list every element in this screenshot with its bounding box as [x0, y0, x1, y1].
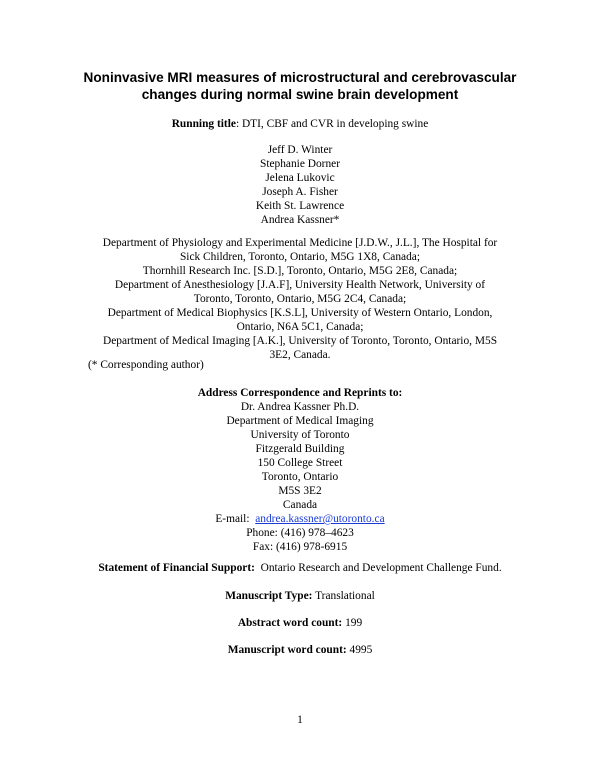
corresponding-note: (* Corresponding author): [88, 359, 204, 371]
affiliation-line: Department of Medical Imaging [A.K.], University of Toronto, Toronto, Ontario, M5S: [102, 335, 498, 347]
affiliation-line: Thornhill Research Inc. [S.D.], Toronto, Ontario, M5G 2E8, Canada;: [142, 265, 458, 277]
financial-support-value: Ontario Research and Development Challenge Fund.: [260, 562, 502, 574]
running-title: [0, 117, 600, 131]
email-link[interactable]: andrea.kassner@utoronto.ca: [255, 513, 385, 525]
affiliation-line: Sick Children, Toronto, Ontario, M5G 1X8, Canada;: [179, 251, 421, 263]
author: Jelena Lukovic: [265, 172, 335, 184]
correspondence-block: [0, 386, 600, 554]
affiliation-line: Ontario, N6A 5C1, Canada;: [236, 321, 364, 333]
manuscript-word-count: [0, 643, 600, 657]
abstract-count-value: 199: [345, 617, 363, 629]
page-number: 1: [297, 714, 303, 726]
financial-support: [0, 561, 600, 575]
fax-line: Fax: (416) 978-6915: [252, 541, 348, 553]
manuscript-count-label: Manuscript word count:: [227, 644, 347, 656]
financial-support-label: Statement of Financial Support:: [98, 562, 255, 574]
correspondence-line: Department of Medical Imaging: [226, 415, 374, 427]
manuscript-type-label: Manuscript Type:: [225, 590, 313, 602]
affiliation-line: 3E2, Canada.: [269, 349, 331, 361]
affiliation-line: Department of Anesthesiology [J.A.F], University Health Network, University of: [114, 279, 486, 291]
affiliations: [0, 236, 600, 362]
correspondence-line: Toronto, Ontario: [261, 471, 339, 483]
author: Keith St. Lawrence: [255, 200, 345, 212]
correspondence-line: Dr. Andrea Kassner Ph.D.: [240, 401, 360, 413]
manuscript-count-value: 4995: [349, 644, 373, 656]
running-title-text: : DTI, CBF and CVR in developing swine: [235, 118, 429, 130]
correspondence-line: University of Toronto: [250, 429, 350, 441]
author: Stephanie Dorner: [259, 158, 341, 170]
author: Jeff D. Winter: [267, 144, 333, 156]
correspondence-line: M5S 3E2: [278, 485, 322, 497]
correspondence-heading: Address Correspondence and Reprints to:: [197, 387, 403, 399]
paper-title: [60, 70, 540, 103]
abstract-count-label: Abstract word count:: [237, 617, 343, 629]
correspondence-line: 150 College Street: [257, 457, 343, 469]
manuscript-type-value: Translational: [315, 590, 375, 602]
phone-line: Phone: (416) 978–4623: [246, 527, 354, 539]
author: Andrea Kassner*: [260, 214, 340, 226]
author: Joseph A. Fisher: [262, 186, 338, 198]
title-line-2: changes during normal swine brain development: [141, 86, 459, 102]
correspondence-line: Canada: [282, 499, 318, 511]
email-line: [0, 512, 600, 526]
affiliation-line: Toronto, Toronto, Ontario, M5G 2C4, Canada;: [193, 293, 407, 305]
affiliation-line: Department of Physiology and Experimental Medicine [J.D.W., J.L.], The Hospital for: [102, 237, 498, 249]
author-list: [0, 143, 600, 227]
title-line-1: Noninvasive MRI measures of microstructural and cerebrovascular: [83, 70, 517, 85]
manuscript-type: [0, 589, 600, 603]
running-title-label: Running title: [171, 118, 236, 130]
abstract-word-count: [0, 616, 600, 630]
affiliation-line: Department of Medical Biophysics [K.S.L], University of Western Ontario, London,: [107, 307, 493, 319]
email-label: E-mail:: [215, 513, 250, 525]
correspondence-line: Fitzgerald Building: [255, 443, 345, 455]
